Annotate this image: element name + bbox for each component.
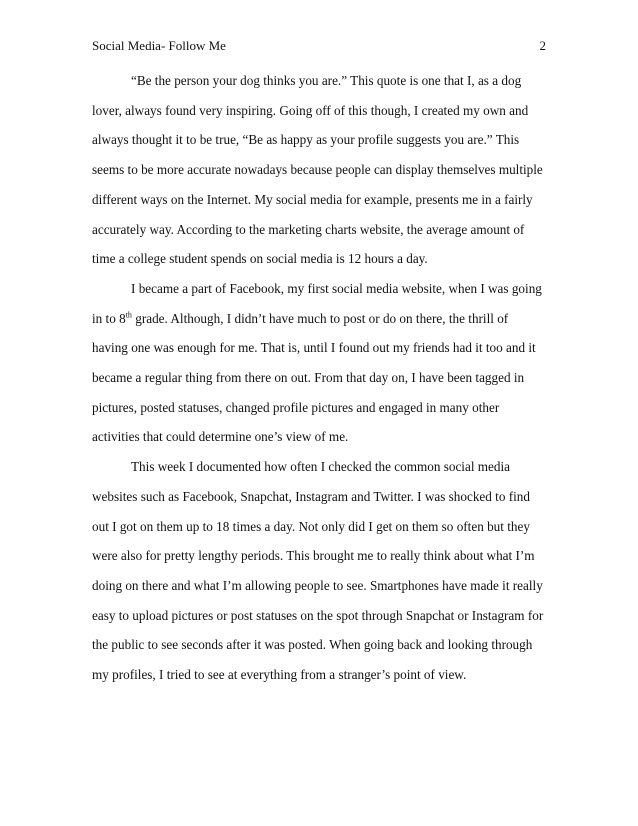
paragraph-2-text-after: grade. Although, I didn’t have much to post or do on there, the thrill of having one was enough for me. That is, until I found out my friends had it too and it became a regular thing from there on out. From that day on, I have been tagged in pictures, posted statuses, changed profile pictures and engaged in many other activities that could determine one’s view of me. xyxy=(92,310,536,445)
header-title: Social Media- Follow Me xyxy=(92,38,226,53)
ordinal-superscript: th xyxy=(125,310,132,320)
paragraph-2-text-before: I became a part of Facebook, my first social media website, when I was going in to 8 xyxy=(92,280,542,326)
paragraph-3: This week I documented how often I checked the common social media websites such as Facebook, Snapchat, Instagram and Twitter. I was shocked to find out I got on them up to 18 times a day. Not only did I get on them so often but they were also for pretty lengthy periods. This brought me to really think about what I’m doing on there and what I’m allowing people to see. Smartphones have made it really easy to upload pictures or post statuses on the spot through Snapchat or Instagram for the public to see seconds after it was posted. When going back and looking through my profiles, I tried to see at everything from a stranger’s point of view. xyxy=(92,459,544,683)
paragraph-1: “Be the person your dog thinks you are.” This quote is one that I, as a dog lover, always found very inspiring. Going off of this though, I created my own and always thought it to be true, “Be as happy as your profile suggests you are.” This seems to be more accurate nowadays because people can display themselves multiple different ways on the Internet. My social media for example, presents me in a fairly accurately way. According to the marketing charts website, the average amount of time a college student spends on social media is 12 hours a day. xyxy=(92,73,543,267)
essay-body xyxy=(92,66,546,690)
page-number: 2 xyxy=(539,38,546,53)
running-header xyxy=(92,38,546,56)
paragraph-2 xyxy=(92,274,546,452)
